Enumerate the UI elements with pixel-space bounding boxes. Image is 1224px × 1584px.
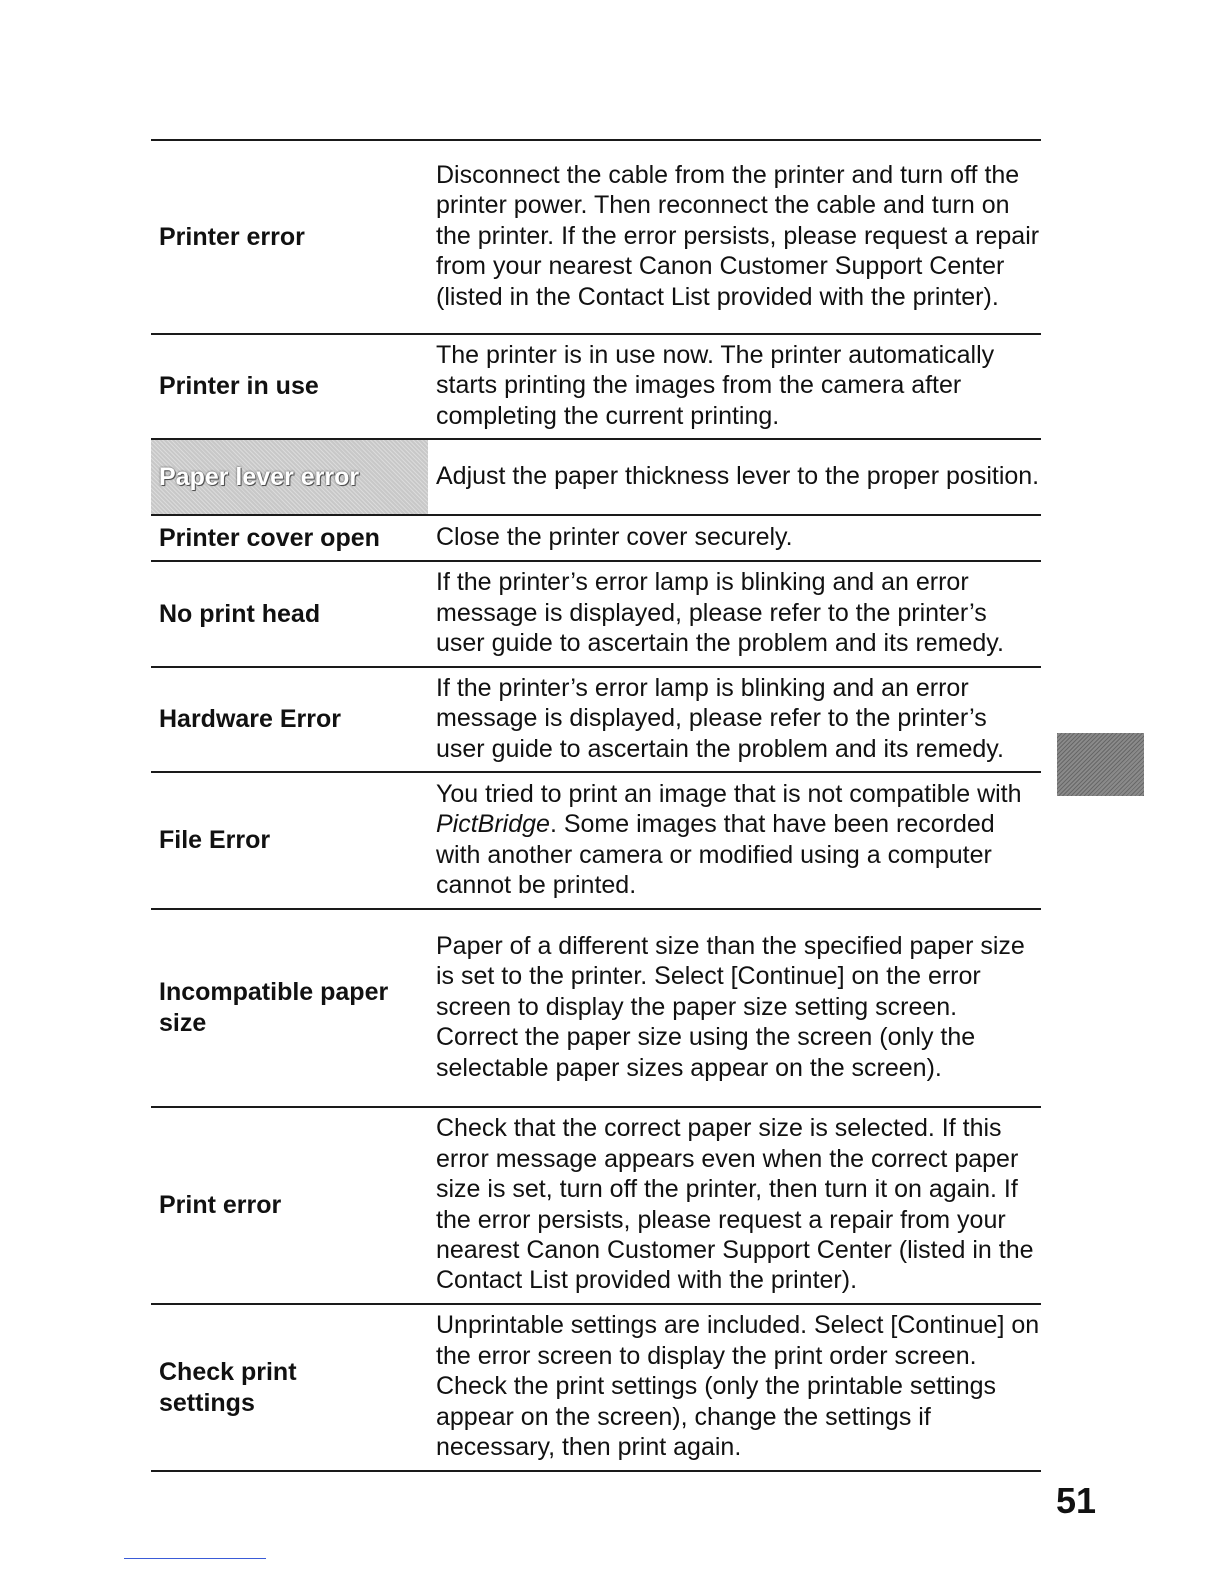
error-description xyxy=(428,669,1041,770)
error-description xyxy=(428,336,1041,437)
error-label xyxy=(151,1305,428,1470)
error-label-text: Printer in use xyxy=(159,372,319,400)
error-label xyxy=(151,773,428,908)
error-description-text: The printer is in use now. The printer automatically starts printing the images from the camera after completing the current printing. xyxy=(436,340,995,430)
table-row xyxy=(151,1106,1041,1303)
error-description-text: Unprintable settings are included. Select [Continue] on the error screen to display the print order screen. Check the print settings (only the printable settings appear on the screen), change the settings if necessary, then print again. xyxy=(436,1311,1040,1462)
error-message-table xyxy=(151,139,1041,1472)
error-label-text: Printer cover open xyxy=(159,523,380,552)
error-description xyxy=(428,457,1041,497)
error-label-highlighted xyxy=(151,440,428,514)
error-description-text: Disconnect the cable from the printer and turn off the printer power. Then reconnect the cable and turn on the printer. If the error persists, please request a repair from your nearest Canon Customer Support Center (listed in the Contact List provided with the printer). xyxy=(436,160,1040,311)
error-label xyxy=(151,562,428,666)
error-label xyxy=(151,910,428,1106)
error-label xyxy=(151,1108,428,1303)
error-description xyxy=(428,927,1041,1089)
footer-underline xyxy=(124,1558,266,1559)
error-label xyxy=(151,141,428,333)
table-row xyxy=(151,139,1041,333)
section-tab-marker xyxy=(1057,733,1144,796)
error-description-text: If the printer’s error lamp is blinking and an error message is displayed, please refer to the printer’s user guide to ascertain the problem and its remedy. xyxy=(436,568,1004,658)
error-label-text: No print head xyxy=(159,599,321,628)
error-label-text: Printer error xyxy=(159,222,305,251)
description-text-part: . Some images that have been recorded with another camera or modified using a computer cannot be printed. xyxy=(436,810,995,899)
table-row xyxy=(151,1303,1041,1472)
error-label-text: Paper lever error xyxy=(159,462,360,491)
error-description xyxy=(428,1109,1041,1301)
error-label xyxy=(151,668,428,771)
description-text-part: You tried to print an image that is not compatible with xyxy=(436,779,1022,808)
error-description-text: Adjust the paper thickness lever to the proper position. xyxy=(436,461,1040,490)
table-row xyxy=(151,560,1041,666)
error-description-text: Paper of a different size than the specified paper size is set to the printer. Select [Continue] on the error screen to display the paper size setting screen. Correct the paper size using the screen (only the selectable paper sizes appear on the screen). xyxy=(436,931,1025,1082)
table-row xyxy=(151,908,1041,1106)
page-number: 51 xyxy=(1055,1480,1096,1521)
table-row xyxy=(151,438,1041,514)
error-label-text: Hardware Error xyxy=(159,705,342,733)
table-row xyxy=(151,333,1041,438)
table-row xyxy=(151,514,1041,560)
error-label-text: Check print settings xyxy=(159,1357,297,1417)
error-description xyxy=(428,1306,1041,1468)
error-description xyxy=(428,156,1041,318)
table-row xyxy=(151,771,1041,908)
table-row xyxy=(151,666,1041,771)
error-label xyxy=(151,335,428,438)
error-description-text: Check that the correct paper size is selected. If this error message appears even when the correct paper size is set, turn off the printer, then turn it on again. If the error persists, please request a repair from your nearest Canon Customer Support Center (listed in the Contact List provided with the printer). xyxy=(436,1114,1034,1295)
error-description-text: Close the printer cover securely. xyxy=(436,522,793,551)
error-description-text xyxy=(436,779,1041,901)
error-description xyxy=(428,522,1041,554)
error-label-text: File Error xyxy=(159,826,271,854)
error-label-text: Print error xyxy=(159,1191,282,1219)
error-label xyxy=(151,516,428,560)
error-description xyxy=(428,775,1041,907)
error-label-text: Incompatible paper size xyxy=(159,978,389,1037)
pictbridge-term: PictBridge xyxy=(436,810,550,839)
error-description xyxy=(428,563,1041,664)
error-description-text: If the printer’s error lamp is blinking and an error message is displayed, please refer to the printer’s user guide to ascertain the problem and its remedy. xyxy=(436,673,1004,763)
